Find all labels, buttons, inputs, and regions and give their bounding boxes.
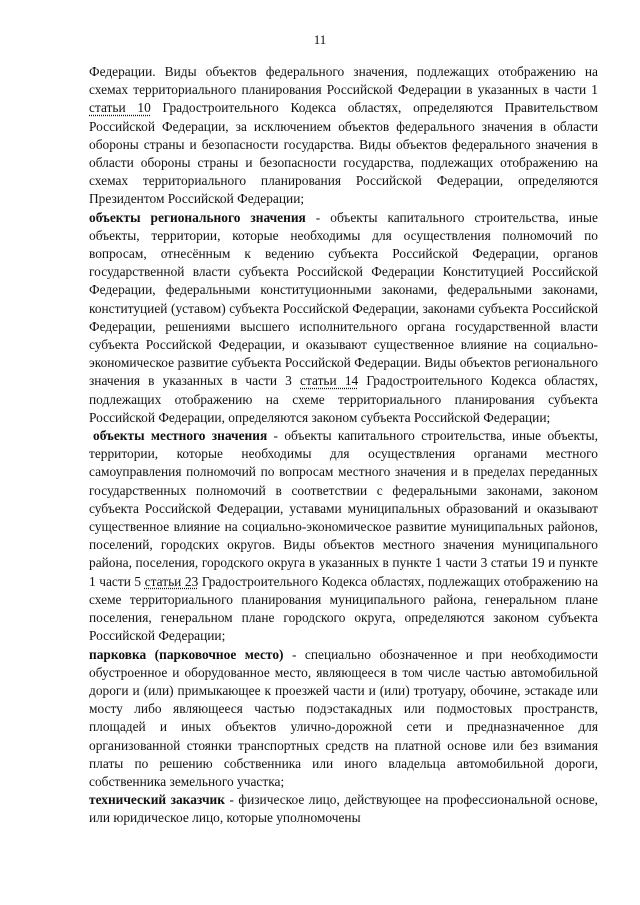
paragraph-text: физическое лицо, действующее на профессиональной основе, или юридическое лицо, которые уполномочены bbox=[89, 792, 599, 826]
term-heading: технический заказчик bbox=[89, 792, 225, 808]
paragraph-parking bbox=[89, 646, 598, 792]
paragraph-text: Федерации. Виды объектов федерального значения, подлежащих отображению на схемах территориального планирования Российской Федерации в указанных в части 1 bbox=[89, 64, 598, 98]
page-number: 11 bbox=[313, 32, 327, 47]
term-separator: - bbox=[283, 646, 305, 662]
paragraph-federal-objects-continued bbox=[89, 63, 598, 209]
paragraph-local-objects bbox=[89, 427, 598, 645]
paragraph-text: Градостроительного Кодекса областях, подлежащих отображению на схеме территориального планирования муниципального района, генеральном плане поселения, генеральном плане городского округа, определяются законом субъекта Российской Федерации; bbox=[89, 573, 599, 644]
paragraph-text: объекты капитального строительства, иные объекты, территории, которые необходимы для осуществления полномочий по вопросам, отнесённым к ведению субъекта Российской Федерации, органов государственной власти субъекта Российской Федерации Конституцией Российской Федерации, федеральными конституционными законами, федеральными законами, конституцией (уставом) субъекта Российской Федерации, законами субъекта Российской Федерации, решениями высшего исполнительного органа государственной власти субъекта Российской Федерации, и оказывают существенное влияние на социально-экономическое развитие субъекта Российской Федерации. Виды объектов регионального значения в указанных в части 3 bbox=[89, 209, 599, 389]
document-body bbox=[89, 63, 598, 828]
paragraph-text: объекты капитального строительства, иные объекты, территории, которые необходимы для осуществления органами местного самоуправления полномочий по вопросам местного значения и в пределах переданных государственных полномочий в соответствии с федеральными законами, законом субъекта Российской Федерации, уставами муниципальных образований и оказывают существенное влияние на социально-экономическое развитие муниципальных районов, поселений, городских округов. Виды объектов местного значения муниципального района, поселения, городского округа в указанных в пункте 1 части 3 статьи 19 и пункте 1 части 5 bbox=[89, 428, 599, 589]
term-heading: объекты местного значения bbox=[93, 428, 268, 444]
term-separator: - bbox=[267, 428, 285, 444]
term-heading: парковка (парковочное место) bbox=[89, 646, 284, 662]
paragraph-text: Градостроительного Кодекса областях, подлежащих отображению на схеме территориального планирования субъекта Российской Федерации, определяются законом субъекта Российской Федерации; bbox=[89, 373, 599, 425]
term-heading: объекты регионального значения bbox=[89, 209, 306, 225]
paragraph-regional-objects bbox=[89, 209, 598, 427]
article-reference-link[interactable]: статьи 23 bbox=[144, 573, 199, 589]
paragraph-text: специально обозначенное и при необходимости обустроенное и оборудованное место, являющееся в том числе частью автомобильной дороги и (или) примыкающее к проезжей части и (или) тротуару, обочине, эстакаде или мосту либо являющееся частью подэстакадных или подмостовых пространств, площадей и иных объектов улично-дорожной сети и предназначенное для организованной стоянки транспортных средств на платной основе или без взимания платы по решению собственника или иного владельца автомобильной дороги, собственника земельного участка; bbox=[89, 646, 598, 789]
article-reference-link[interactable]: статьи 14 bbox=[300, 373, 359, 389]
term-separator: - bbox=[305, 209, 331, 225]
paragraph-text: Градостроительного Кодекса областях, определяются Правительством Российской Федерации, за исключением объектов федерального значения в области обороны страны и безопасности государства. Виды объектов федерального значения в области обороны страны и безопасности государства, подлежащих отображению на схемах территориального планирования Российской Федерации, определяются Президентом Российской Федерации; bbox=[89, 100, 599, 207]
paragraph-technical-customer bbox=[89, 791, 598, 827]
term-separator: - bbox=[225, 792, 239, 808]
article-reference-link[interactable]: статьи 10 bbox=[89, 100, 151, 116]
